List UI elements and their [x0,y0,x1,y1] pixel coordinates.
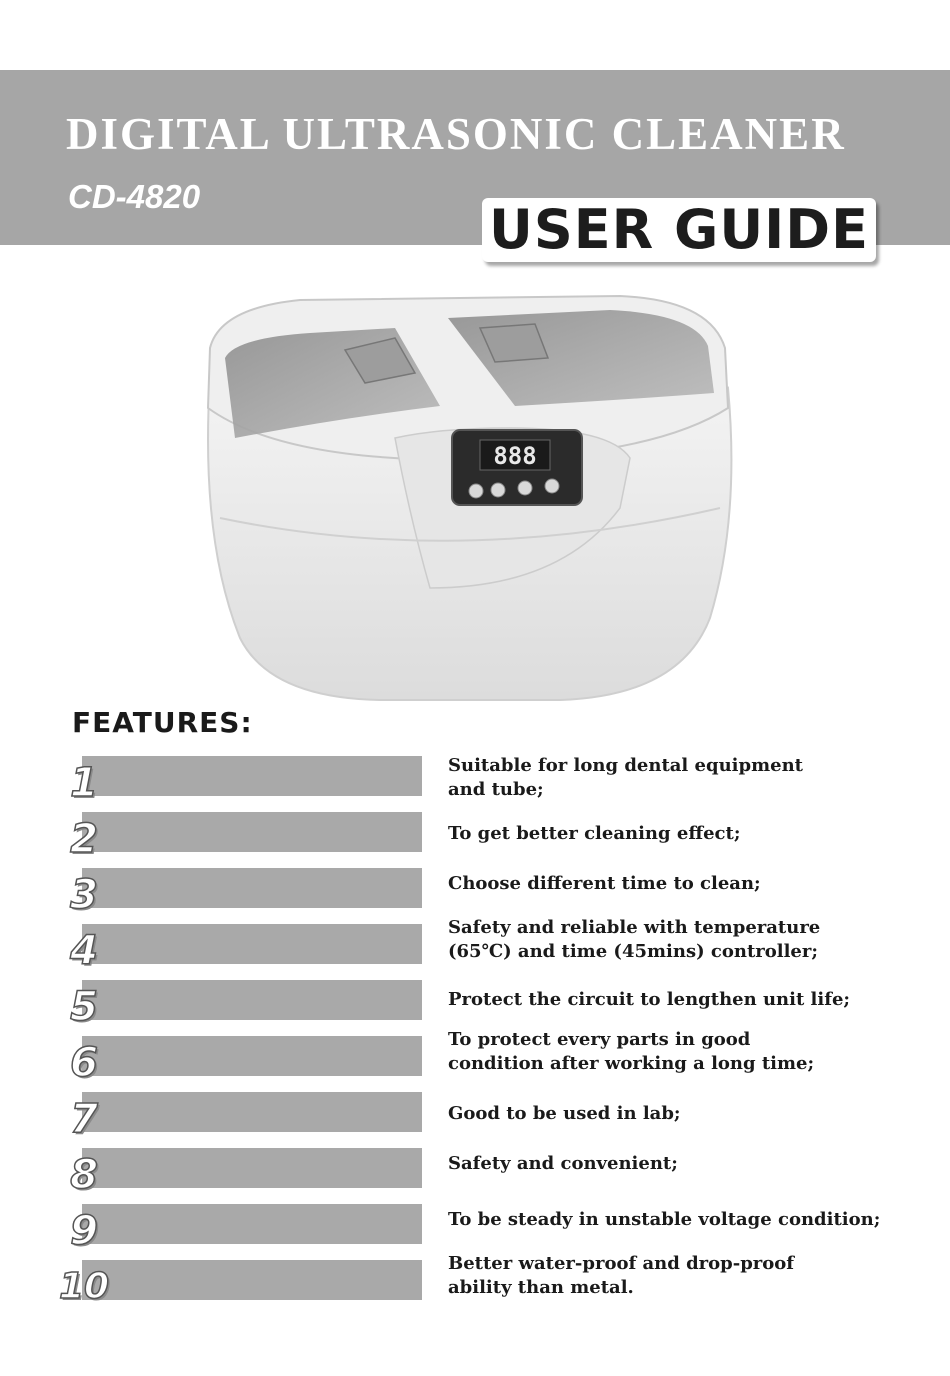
user-guide-badge: USER GUIDE [482,198,876,262]
feature-number: 3 [70,872,98,918]
feature-description-line: To get better cleaning effect; [448,823,741,844]
feature-description-line: condition after working a long time; [448,1053,815,1074]
feature-description [448,754,888,802]
feature-number-bar [82,1092,422,1132]
panel-button-1 [469,484,483,498]
feature-row [0,1253,950,1320]
feature-number: 8 [70,1152,98,1198]
feature-description-line: (65℃) and time (45mins) controller; [448,941,819,962]
feature-description [448,1028,888,1076]
feature-number: 9 [70,1208,98,1254]
feature-row [0,756,950,816]
feature-number: 4 [70,928,98,974]
feature-description-line: To be steady in unstable voltage condition; [448,1209,881,1230]
feature-description-line: Suitable for long dental equipment [448,755,803,776]
feature-description [448,988,888,1012]
feature-description [448,1252,888,1300]
feature-description [448,822,888,846]
control-panel [452,430,582,505]
feature-number-bar [82,924,422,964]
feature-number-bar [82,1036,422,1076]
feature-description-line: Safety and reliable with temperature [448,917,821,938]
feature-row [0,812,950,872]
feature-number: 7 [70,1096,98,1142]
feature-description [448,1102,888,1126]
model-number: CD-4820 [68,178,201,215]
feature-number-bar [82,1260,422,1300]
feature-row [0,1148,950,1208]
feature-description-line: Choose different time to clean; [448,873,761,894]
feature-number: 1 [70,760,98,806]
feature-description-line: Protect the circuit to lengthen unit life; [448,989,851,1010]
feature-number: 5 [70,984,98,1030]
feature-description [448,916,888,964]
feature-description-line: and tube; [448,779,544,800]
features-heading: FEATURES: [72,706,253,739]
document-title: DIGITAL ULTRASONIC CLEANER [66,109,846,159]
led-readout: 888 [493,442,537,470]
feature-description-line: Good to be used in lab; [448,1103,681,1124]
feature-number: 2 [70,816,98,862]
feature-description-line: Better water-proof and drop-proof [448,1253,795,1274]
feature-row [0,1029,950,1096]
feature-number-bar [82,812,422,852]
feature-number: 6 [70,1040,98,1086]
feature-number-bar [82,756,422,796]
feature-description-line: To protect every parts in good [448,1029,751,1050]
feature-description [448,1208,888,1232]
feature-number: 10 [58,1266,110,1307]
feature-description-line: ability than metal. [448,1277,634,1298]
panel-button-4 [545,479,559,493]
feature-row [0,917,950,984]
panel-button-2 [491,483,505,497]
feature-row [0,1092,950,1152]
ultrasonic-cleaner-image [180,288,740,708]
feature-description [448,1152,888,1176]
panel-button-3 [518,481,532,495]
feature-number-bar [82,1204,422,1244]
feature-description-line: Safety and convenient; [448,1153,678,1174]
feature-description [448,872,888,896]
feature-number-bar [82,868,422,908]
feature-number-bar [82,980,422,1020]
feature-number-bar [82,1148,422,1188]
